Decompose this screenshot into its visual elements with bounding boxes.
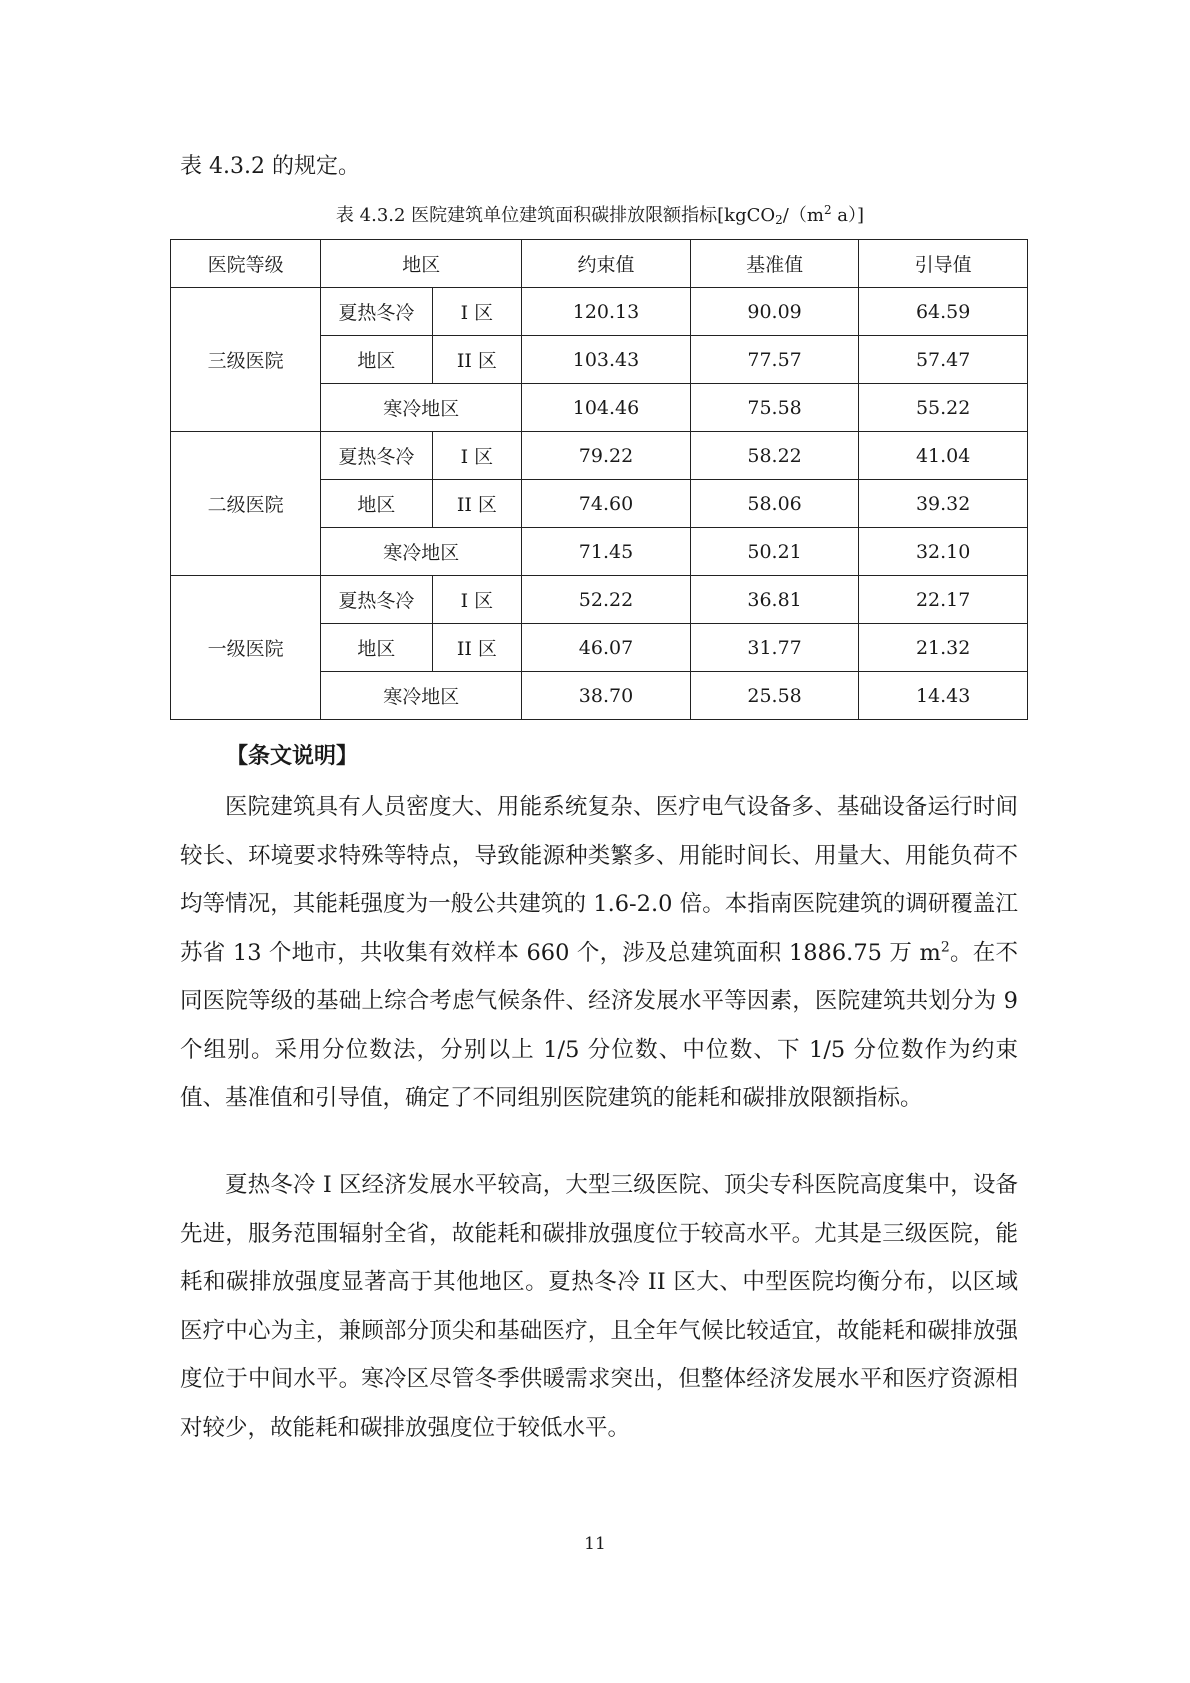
caption-mid: /（m: [782, 205, 824, 226]
header-guide: 引导值: [859, 240, 1028, 288]
region-cell: 夏热冬冷: [321, 576, 432, 624]
constraint-cell: 71.45: [522, 528, 691, 576]
grade-cell: 三级医院: [171, 288, 321, 432]
baseline-cell: 75.58: [690, 384, 859, 432]
intro-line: 表 4.3.2 的规定。: [180, 154, 360, 179]
table-row: [171, 432, 1028, 480]
explanation-paragraph-1: [180, 783, 1018, 1123]
guide-cell: 14.43: [859, 672, 1028, 720]
table-caption: [170, 203, 1030, 229]
carbon-limit-table: [170, 239, 1028, 720]
caption-main: 表 4.3.2 医院建筑单位建筑面积碳排放限额指标[kgCO: [335, 205, 776, 226]
constraint-cell: 46.07: [522, 624, 691, 672]
baseline-cell: 31.77: [690, 624, 859, 672]
table-header-row: [171, 240, 1028, 288]
constraint-cell: 120.13: [522, 288, 691, 336]
header-grade: 医院等级: [171, 240, 321, 288]
explanation-paragraph-2: 夏热冬冷 I 区经济发展水平较高，大型三级医院、顶尖专科医院高度集中，设备先进，服务范围辐射全省，故能耗和碳排放强度位于较高水平。尤其是三级医院，能耗和碳排放强度显著高于其他地区。夏热冬冷 II 区大、中型医院均衡分布，以区域医疗中心为主，兼顾部分顶尖和基础医疗，且全年气候比较适宜，故能耗和碳排放强度位于中间水平。寒冷区尽管冬季供暖需求突出，但整体经济发展水平和医疗资源相对较少，故能耗和碳排放强度位于较低水平。: [180, 1172, 1018, 1441]
caption-end: a）]: [831, 205, 865, 226]
region-cell: 夏热冬冷: [321, 288, 432, 336]
constraint-cell: 104.46: [522, 384, 691, 432]
constraint-cell: 79.22: [522, 432, 691, 480]
grade-cell: 一级医院: [171, 576, 321, 720]
baseline-cell: 77.57: [690, 336, 859, 384]
zone-cell: II 区: [432, 480, 522, 528]
region-cell: 寒冷地区: [321, 384, 522, 432]
guide-cell: 64.59: [859, 288, 1028, 336]
region-cell: 夏热冬冷: [321, 432, 432, 480]
caption-superscript: 2: [823, 203, 832, 217]
section-heading: 【条文说明】: [226, 744, 359, 769]
baseline-cell: 36.81: [690, 576, 859, 624]
constraint-cell: 52.22: [522, 576, 691, 624]
zone-cell: I 区: [432, 432, 522, 480]
guide-cell: 55.22: [859, 384, 1028, 432]
caption-subscript: 2: [775, 213, 783, 227]
zone-cell: I 区: [432, 288, 522, 336]
grade-cell: 二级医院: [171, 432, 321, 576]
page-number: 11: [584, 1534, 606, 1554]
region-cell: 地区: [321, 336, 432, 384]
region-cell: 地区: [321, 480, 432, 528]
baseline-cell: 50.21: [690, 528, 859, 576]
constraint-cell: 38.70: [522, 672, 691, 720]
paragraph-1-text-b: 。在不同医院等级的基础上综合考虑气候条件、经济发展水平等因素，医院建筑共划分为 9 个组别。采用分位数法，分别以上 1/5 分位数、中位数、下 1/5 分位数作为约束值、基准值和引导值，确定了不同组别医院建筑的能耗和碳排放限额指标。: [180, 939, 1018, 1111]
guide-cell: 41.04: [859, 432, 1028, 480]
guide-cell: 57.47: [859, 336, 1028, 384]
area-unit-superscript: 2: [940, 939, 950, 955]
zone-cell: II 区: [432, 624, 522, 672]
guide-cell: 21.32: [859, 624, 1028, 672]
region-cell: 寒冷地区: [321, 528, 522, 576]
zone-cell: I 区: [432, 576, 522, 624]
baseline-cell: 90.09: [690, 288, 859, 336]
table-row: [171, 576, 1028, 624]
baseline-cell: 58.06: [690, 480, 859, 528]
zone-cell: II 区: [432, 336, 522, 384]
table-row: [171, 288, 1028, 336]
baseline-cell: 25.58: [690, 672, 859, 720]
header-constraint: 约束值: [522, 240, 691, 288]
baseline-cell: 58.22: [690, 432, 859, 480]
guide-cell: 32.10: [859, 528, 1028, 576]
constraint-cell: 74.60: [522, 480, 691, 528]
region-cell: 寒冷地区: [321, 672, 522, 720]
header-baseline: 基准值: [690, 240, 859, 288]
constraint-cell: 103.43: [522, 336, 691, 384]
guide-cell: 22.17: [859, 576, 1028, 624]
paragraph-1-text-a: 医院建筑具有人员密度大、用能系统复杂、医疗电气设备多、基础设备运行时间较长、环境要求特殊等特点，导致能源种类繁多、用能时间长、用量大、用能负荷不均等情况，其能耗强度为一般公共建筑的 1.6-2.0 倍。本指南医院建筑的调研覆盖江苏省 13 个地市，共收集有效样本 660 个，涉及总建筑面积 1886.75 万 m: [180, 794, 1018, 966]
region-cell: 地区: [321, 624, 432, 672]
header-region: 地区: [321, 240, 522, 288]
guide-cell: 39.32: [859, 480, 1028, 528]
